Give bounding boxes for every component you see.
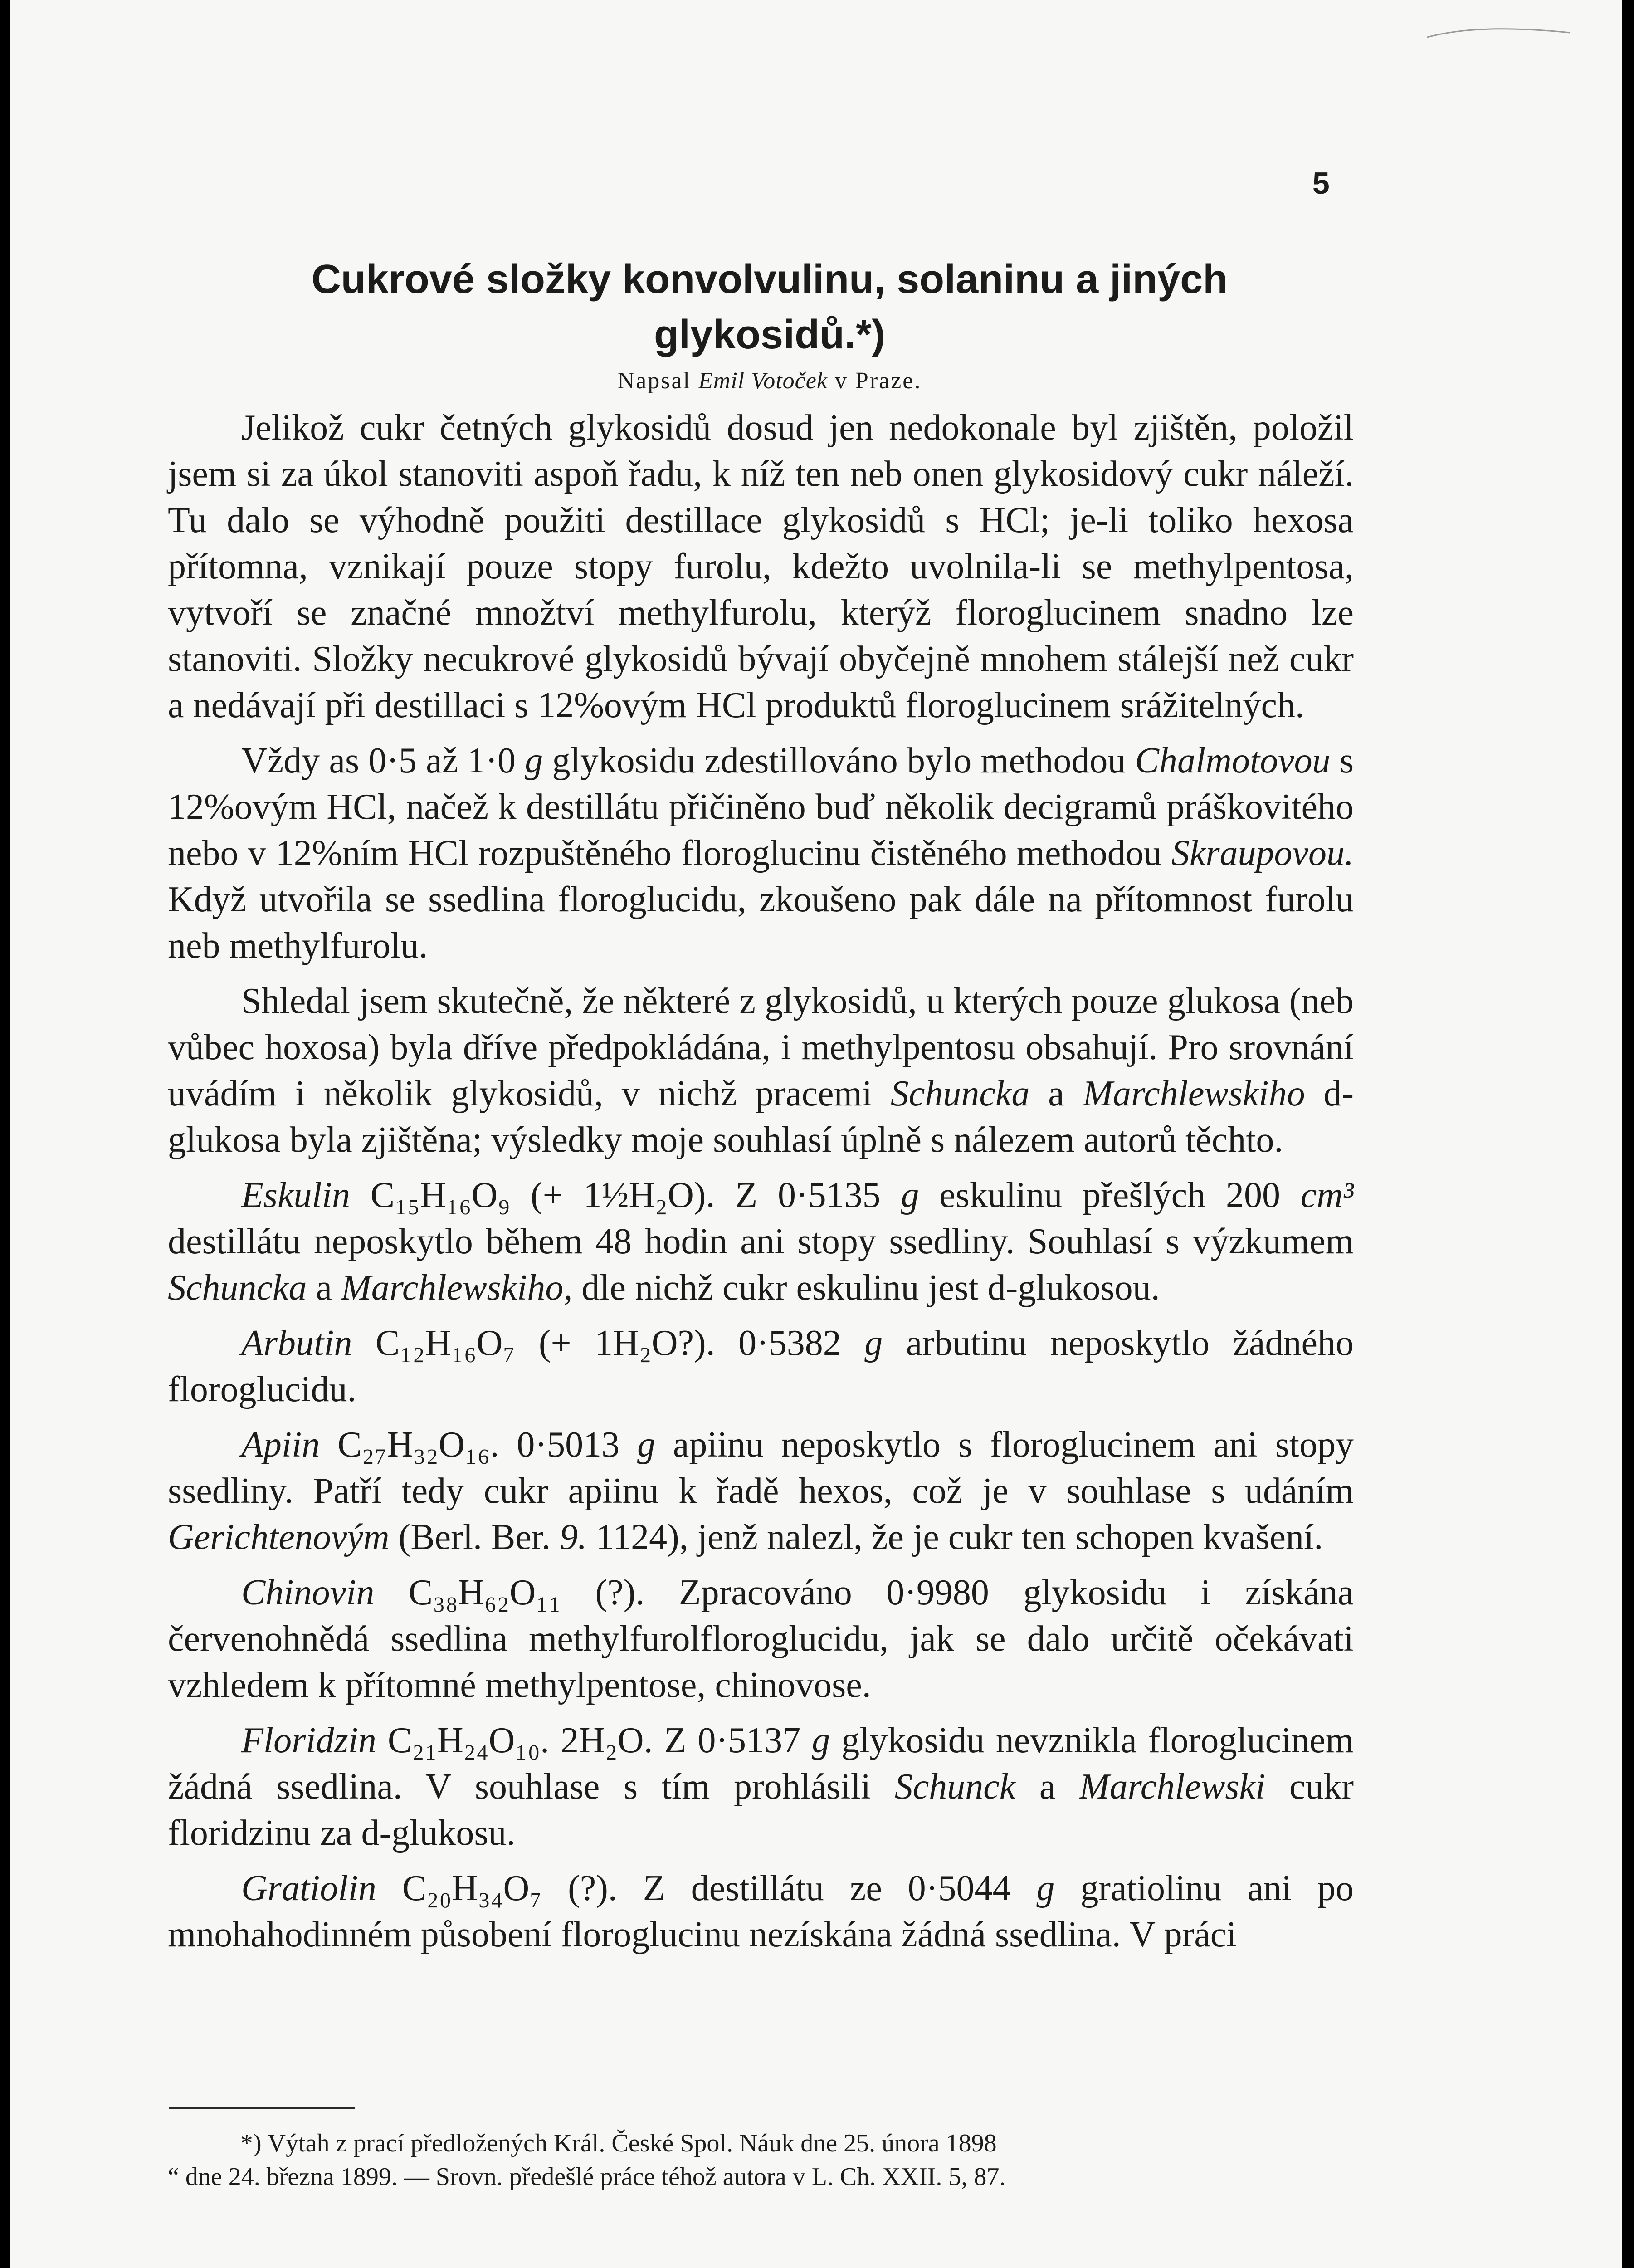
paragraph-method bbox=[168, 738, 1354, 969]
footnote-line-1: *) Výtah z prací předložených Král. České Spol. Náuk dne 25. února 1898 bbox=[240, 2129, 997, 2157]
chemical-formula: C₂₇H₃₂O₁₆. bbox=[337, 1425, 499, 1465]
paragraph-intro bbox=[168, 405, 1354, 728]
paragraph-text: . 2H₂O. Z 0·5137 bbox=[540, 1721, 801, 1760]
paragraph-text: (Berl. Ber. bbox=[398, 1517, 551, 1557]
byline bbox=[146, 367, 1393, 394]
footnotes bbox=[168, 2126, 1354, 2194]
unit-gram: g bbox=[637, 1425, 655, 1465]
chemical-formula: C₂₀H₃₄O₇ bbox=[402, 1868, 542, 1908]
chemical-formula: C₁₅H₁₆O₉ bbox=[370, 1175, 511, 1215]
author-name: Marchlewskiho, bbox=[341, 1268, 573, 1308]
paragraph-gratiolin bbox=[168, 1865, 1354, 1958]
glycoside-name: Floridzin bbox=[241, 1721, 376, 1760]
byline-prefix: Napsal bbox=[617, 368, 691, 394]
paragraph-text: (?). Zpracováno 0·9980 glykosidu i získána červenohnědá ssedlina methylfurolfloroglucidu, jak se dalo určitě očekávati vzhledem k přítomné methylpentose, chinovose. bbox=[168, 1573, 1354, 1705]
paragraph-arbutin bbox=[168, 1320, 1354, 1413]
title-line-2: glykosidů.*) bbox=[654, 312, 886, 357]
paragraph-text: Vždy as 0·5 až 1·0 bbox=[241, 741, 516, 781]
paragraph-text: apiinu neposkytlo s floroglucinem ani stopy ssedliny. Patří tedy cukr apiinu k řadě hexos, což je v souhlase s udáním bbox=[168, 1425, 1354, 1511]
paragraph-text: a bbox=[1048, 1074, 1064, 1114]
chemical-formula: C₁₂H₁₆O₇ bbox=[375, 1323, 516, 1363]
paragraph-text: Jelikož cukr četných glykosidů dosud jen nedokonale byl zjištěn, položil jsem si za úkol stanoviti aspoň řadu, k níž ten neb onen glykosidový cukr náleží. Tu dalo se výhodně použiti destillace glykosidů s HCl; je-li toliko hexosa přítomna, vznikají pouze stopy furolu, kdežto uvolnila-li se methylpentosa, vytvoří se značné množtví methylfurolu, kterýž floroglucinem snadno lze stanoviti. Složky necukrové glykosidů bývají obyčejně mnohem stálejší než cukr a nedávají při destillaci s 12%ovým HCl produktů floroglucinem srážitelných. bbox=[168, 408, 1354, 725]
paragraph-text: a bbox=[1039, 1767, 1056, 1807]
article-title bbox=[146, 252, 1393, 362]
paragraph-text: Když utvořila se ssedlina floroglucidu, zkoušeno pak dále na přítomnost furolu neb methylfurolu. bbox=[168, 880, 1354, 966]
paragraph-text: (?). Z destillátu ze 0·5044 bbox=[568, 1868, 1011, 1908]
author-name: Schuncka bbox=[168, 1268, 307, 1308]
paragraph-floridzin bbox=[168, 1717, 1354, 1856]
paragraph-text: arbutinu neposkytlo žádného floroglucidu. bbox=[168, 1323, 1354, 1409]
chemical-formula: C₂₁H₂₄O₁₀ bbox=[387, 1721, 541, 1760]
glycoside-name: Chinovin bbox=[241, 1573, 375, 1613]
glycoside-name: Apiin bbox=[241, 1425, 320, 1465]
article-body bbox=[168, 405, 1354, 1967]
author-name: Skraupovou. bbox=[1171, 833, 1354, 873]
unit-gram: g bbox=[812, 1721, 830, 1760]
paragraph-text: gratiolinu ani po mnohahodinném působení floroglucinu nezískána žádná ssedlina. V práci bbox=[168, 1868, 1354, 1955]
paragraph-text: a bbox=[316, 1268, 332, 1308]
unit-cubic-cm: cm³ bbox=[1300, 1175, 1354, 1215]
author-name: Chalmotovou bbox=[1135, 741, 1331, 781]
footnote-divider bbox=[169, 2107, 355, 2109]
paragraph-text: s 12%ovým HCl, načež k destillátu přičiněno buď několik decigramů práškovitého nebo v 12%ním HCl rozpuštěného floroglucinu čistěného methodou bbox=[168, 741, 1354, 873]
paragraph-text: d-glukosa byla zjištěna; výsledky moje souhlasí úplně s nálezem autorů těchto. bbox=[168, 1074, 1354, 1160]
byline-suffix: v Praze. bbox=[834, 368, 922, 394]
byline-author: Emil Votoček bbox=[698, 368, 828, 394]
unit-gram: g bbox=[864, 1323, 883, 1363]
title-line-1: Cukrové složky konvolvulinu, solaninu a jiných bbox=[311, 257, 1228, 302]
glycoside-name: Gratiolin bbox=[241, 1868, 376, 1908]
scan-pencil-mark bbox=[1425, 24, 1575, 42]
paragraph-text: cukr floridzinu za d-glukosu. bbox=[168, 1767, 1354, 1853]
page-sheet bbox=[10, 0, 1622, 2268]
paragraph-text: 0·5013 bbox=[517, 1425, 620, 1465]
paragraph-apiin bbox=[168, 1422, 1354, 1560]
paragraph-text: (+ 1½H₂O). Z 0·5135 bbox=[530, 1175, 881, 1215]
paragraph-chinovin bbox=[168, 1569, 1354, 1708]
page-number: 5 bbox=[1312, 166, 1330, 200]
footnote-line-2: “ dne 24. března 1899. — Srovn. předešlé práce téhož autora v L. Ch. XXII. 5, 87. bbox=[168, 2163, 1006, 2191]
glycoside-name: Eskulin bbox=[241, 1175, 350, 1215]
author-name: Schuncka bbox=[890, 1074, 1030, 1114]
chemical-formula: C₃₈H₆₂O₁₁ bbox=[408, 1573, 561, 1613]
author-name: Marchlewski bbox=[1079, 1767, 1266, 1807]
paragraph-text: glykosidu nevznikla floroglucinem žádná ssedlina. V souhlase s tím prohlásili bbox=[168, 1721, 1354, 1807]
paragraph-text: dle nichž cukr eskulinu jest d-glukosou. bbox=[581, 1268, 1160, 1308]
unit-gram: g bbox=[901, 1175, 919, 1215]
author-name: Schunck bbox=[894, 1767, 1016, 1807]
author-name: Marchlewskiho bbox=[1083, 1074, 1305, 1114]
volume-number: 9. bbox=[560, 1517, 587, 1557]
paragraph-eskulin bbox=[168, 1172, 1354, 1311]
unit-gram: g bbox=[525, 741, 543, 781]
paragraph-findings bbox=[168, 978, 1354, 1163]
paragraph-text: glykosidu zdestillováno bylo methodou bbox=[552, 741, 1126, 781]
glycoside-name: Arbutin bbox=[241, 1323, 352, 1363]
paragraph-text: Shledal jsem skutečně, že některé z glykosidů, u kterých pouze glukosa (neb vůbec hoxosa) byla dříve předpokládána, i methylpentosu obsahují. Pro srovnání uvádím i několik glykosidů, v nichž pracemi bbox=[168, 981, 1354, 1114]
paragraph-text: 1124), jenž nalezl, že je cukr ten schopen kvašení. bbox=[596, 1517, 1323, 1557]
paragraph-text: destillátu neposkytlo během 48 hodin ani stopy ssedliny. Souhlasí s výzkumem bbox=[168, 1222, 1354, 1261]
unit-gram: g bbox=[1036, 1868, 1055, 1908]
author-name: Gerichtenovým bbox=[168, 1517, 390, 1557]
paragraph-text: (+ 1H₂O?). 0·5382 bbox=[538, 1323, 841, 1363]
paragraph-text: eskulinu přešlých 200 bbox=[939, 1175, 1280, 1215]
